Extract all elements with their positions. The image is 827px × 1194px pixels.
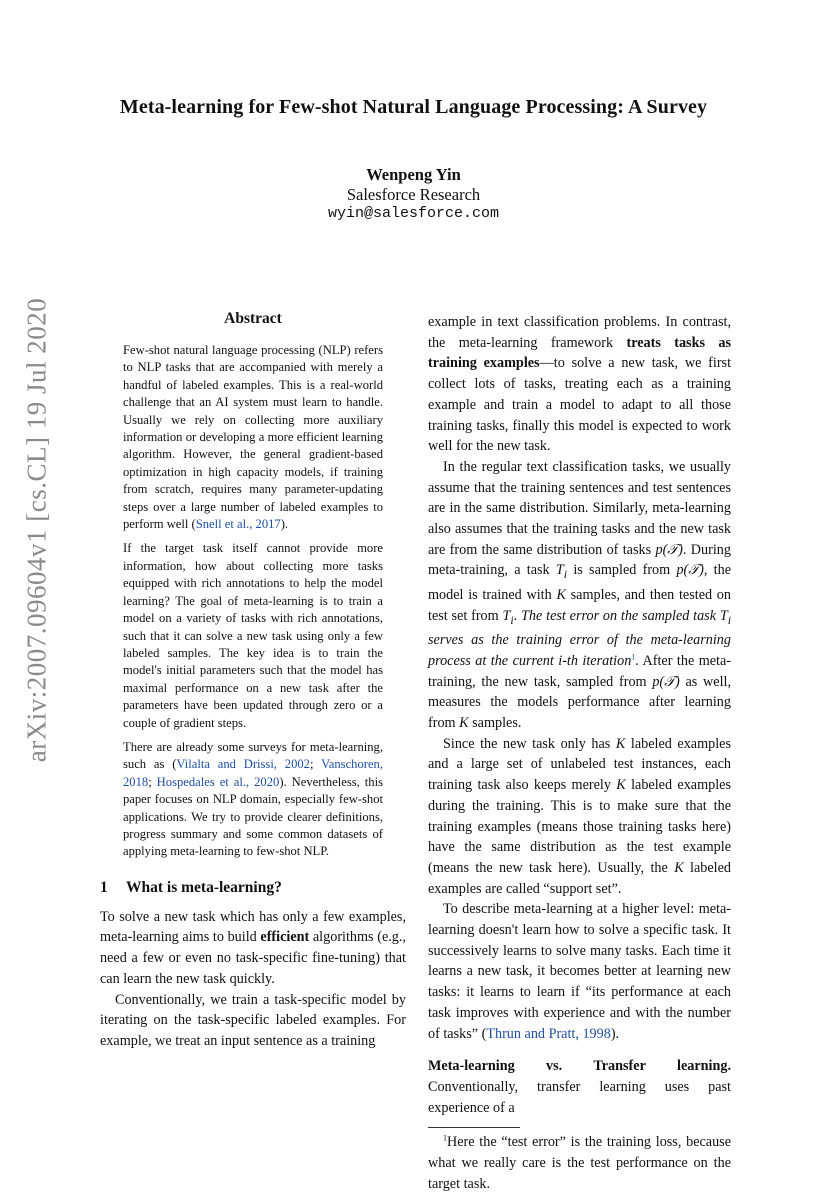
citation-link[interactable]: Vilalta and Drissi, 2002	[176, 757, 310, 772]
author-affiliation: Salesforce Research	[346, 185, 481, 204]
abstract-heading: Abstract	[224, 310, 282, 327]
section-number: 1	[100, 878, 108, 896]
author-name: Wenpeng Yin	[366, 165, 461, 184]
section-body	[100, 907, 406, 1052]
body-paragraph: To solve a new task which has only a few examples, meta-learning aims to build efficient algorithms (e.g., need a few or even no task-specific fine-tuning) that can learn the new task quickly.	[100, 908, 406, 987]
body-paragraph: In the regular text classification tasks, we usually assume that the training sentences and test sentences are in the same distribution. Similarly, meta-learning also assumes that the training tasks and the new task are from the same distribution of tasks p(𝒯). During meta-training, a task $T_i$ is sampled from p(𝒯), the model is trained with K samples, and then tested on test set from $T_i$. The test error on the sampled task $T_i$ serves as the training error of the meta-learning process at the current i-th iteration$^1$. After the meta-training, the new task, sampled from p(𝒯) as well, measures the models performance after learning from K samples.	[428, 458, 732, 732]
abstract	[100, 310, 406, 861]
body-paragraph: Since the new task only has K labeled examples and a large set of unlabeled test instances, each training task also keeps merely K labeled examples during the training. This is to make sure that the training examples (means those training tasks here) have the same distribution as the test example (means the new task here). Usually, the K labeled examples are called “support set”.	[428, 735, 731, 897]
arxiv-identifier: arXiv:2007.09604v1 [cs.CL] 19 Jul 2020	[21, 297, 52, 763]
section-title: What is meta-learning?	[126, 878, 282, 896]
paper-title: Meta-learning for Few-shot Natural Language Processing: A Survey	[119, 96, 708, 118]
citation-link[interactable]: Hospedales et al., 2020	[156, 774, 280, 789]
body-paragraph: Meta-learning vs. Transfer learning. Conventionally, transfer learning uses past experience of a	[428, 1058, 731, 1116]
right-column	[428, 312, 731, 1194]
body-paragraph: Conventionally, we train a task-specific model by iterating on the task-specific labeled examples. For example, we treat an input sentence as a training	[100, 991, 406, 1049]
abstract-paragraph-2: If the target task itself cannot provide more information, how about collecting more tasks equipped with rich annotations to help the model learning? The goal of meta-learning is to train a model on a variety of tasks with rich annotations, such that it can solve a new task using only a few labeled samples. The key idea is to train the model's initial parameters such that the model has maximal performance on a new task after the parameters have been updated through zero or a couple of gradient steps.	[123, 541, 383, 730]
citation-link[interactable]: Snell et al., 2017	[195, 517, 281, 532]
abstract-paragraph-3: There are already some surveys for meta-learning, such as (Vilalta and Drissi, 2002; Vanschoren, 2018; Hospedales et al., 2020). Nevertheless, this paper focuses on NLP domain, especially few-shot applications. We try to provide clearer definitions, progress summary and some common datasets of applying meta-learning to few-shot NLP.	[123, 739, 383, 859]
citation-link[interactable]: Vanschoren, 2018	[123, 757, 383, 789]
section-heading	[100, 879, 406, 897]
body-paragraph: To describe meta-learning at a higher level: meta-learning doesn't learn how to solve a specific task. It successively learns to solve many tasks. Each time it learns a new task, it becomes better at learning new tasks: it learns to learn if “its performance at each task improves with experience and with the number of tasks” (Thrun and Pratt, 1998).	[428, 901, 731, 1042]
body-paragraph: example in text classification problems. In contrast, the meta-learning framework treats tasks as training examples—to solve a new task, we first collect lots of tasks, treating each as a training example and train a model to adapt to all those training tasks, finally this model is expected to work well for the new task.	[428, 314, 732, 455]
paragraph-heading: Meta-learning vs. Transfer learning.	[428, 1058, 731, 1075]
footnote: $^1$Here the “test error” is the training loss, because what we really care is the test performance on the target task.	[428, 1133, 731, 1192]
left-column	[100, 310, 406, 1052]
footnote-marker[interactable]: 1	[631, 652, 636, 662]
arxiv-sidebar	[17, 297, 57, 763]
author-email: wyin@salesforce.com	[327, 205, 500, 222]
abstract-paragraph-1: Few-shot natural language processing (NLP) refers to NLP tasks that are accompanied with merely a handful of labeled examples. This is a real-world challenge that an AI system must learn to handle. Usually we rely on collecting more auxiliary information or developing a more efficient learning algorithm. However, the general gradient-based optimization in high capacity models, if training from scratch, requires many parameter-updating steps over a large number of labeled examples to perform well (Snell et al., 2017).	[123, 343, 383, 532]
footnote-divider	[428, 1127, 520, 1128]
citation-link[interactable]: Thrun and Pratt, 1998	[486, 1025, 611, 1042]
